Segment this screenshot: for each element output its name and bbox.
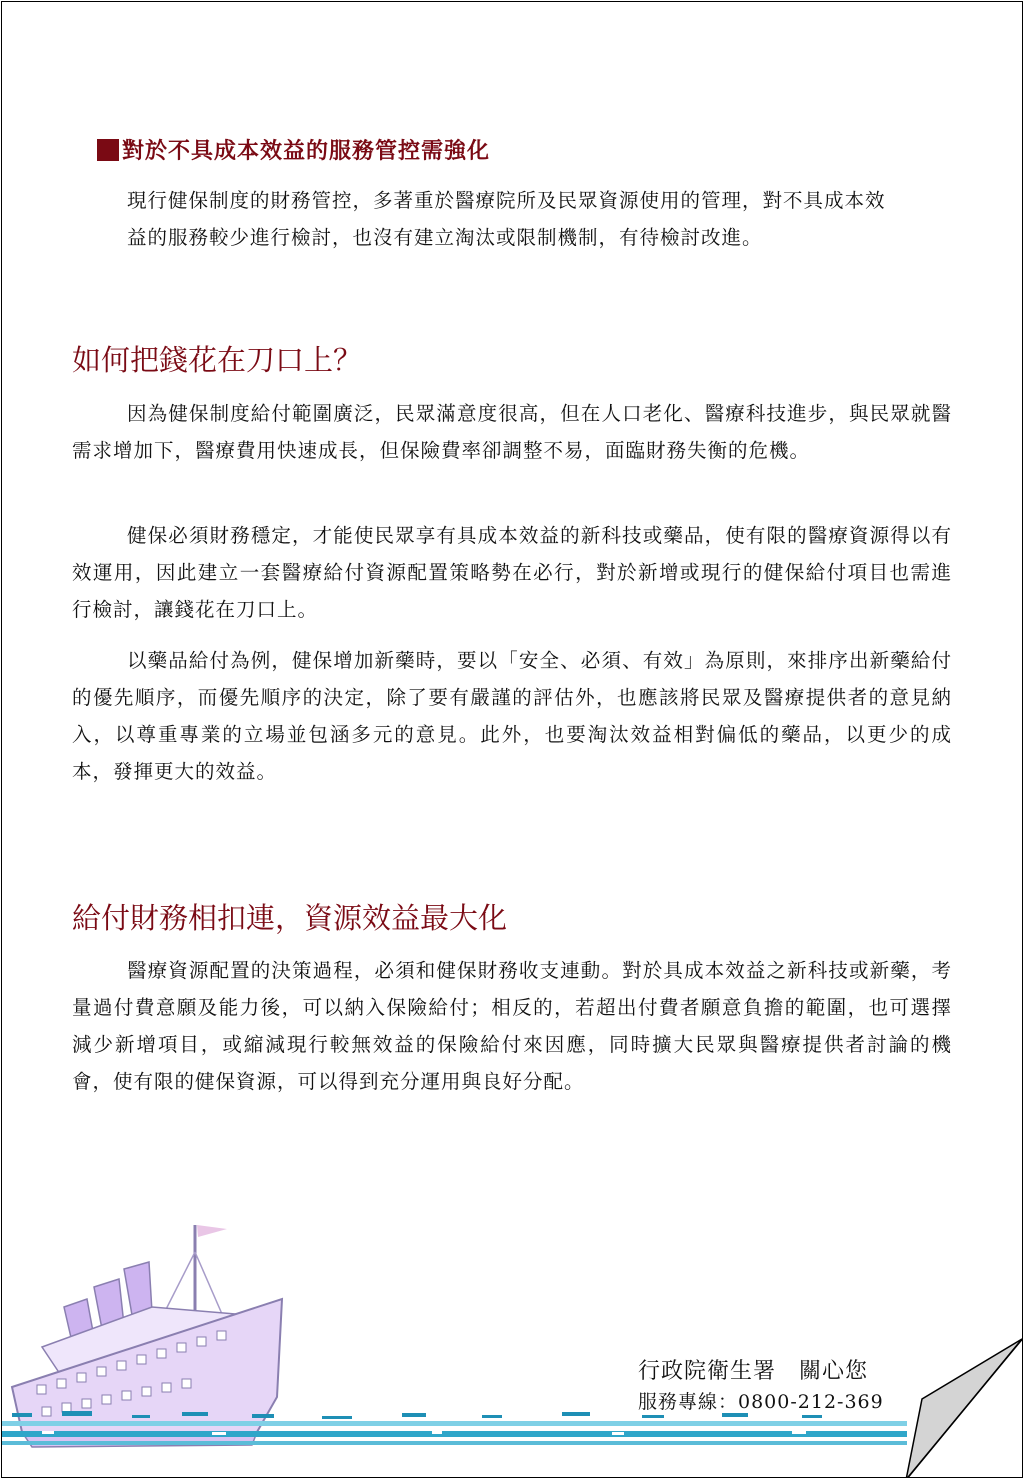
page-curl-icon — [904, 1337, 1023, 1478]
square-bullet-icon — [97, 139, 119, 161]
section2-heading: 如何把錢花在刀口上？ — [72, 343, 363, 377]
section2-paragraph-3: 以藥品給付為例，健保增加新藥時，要以「安全、必須、有效」為原則，來排序出新藥給付的優先順序，而優先順序的決定，除了要有嚴謹的評估外，也應該將民眾及醫療提供者的意見納入，以尊重專業的立場並包涵多元的意見。此外，也要淘汰效益相對偏低的藥品，以更少的成本，發揮更大的效益。 — [72, 649, 952, 783]
section2-paragraph-2: 健保必須財務穩定，才能使民眾享有具成本效益的新科技或藥品，使有限的醫療資源得以有效運用，因此建立一套醫療給付資源配置策略勢在必行，對於新增或現行的健保給付項目也需進行檢討，讓錢花在刀口上。 — [72, 524, 952, 621]
document-page — [1, 1, 1023, 1478]
footer-hotline: 服務專線：0800-212-369 — [638, 1391, 884, 1413]
section1-body: 現行健保制度的財務管控，多著重於醫療院所及民眾資源使用的管理，對不具成本效益的服務較少進行檢討，也沒有建立淘汰或限制機制，有待檢討改進。 — [127, 189, 886, 249]
section3-paragraph-1: 醫療資源配置的決策過程，必須和健保財務收支連動。對於具成本效益之新科技或新藥，考量過付費意願及能力後，可以納入保險給付；相反的，若超出付費者願意負擔的範圍，也可選擇減少新增項目，或縮減現行較無效益的保險給付來因應，同時擴大民眾與醫療提供者討論的機會，使有限的健保資源，可以得到充分運用與良好分配。 — [72, 959, 952, 1093]
section1-title — [97, 134, 490, 165]
wave-decoration-icon — [2, 1407, 907, 1478]
section1-title-text: 對於不具成本效益的服務管控需強化 — [122, 138, 491, 164]
footer-organization: 行政院衛生署 關心您 — [638, 1359, 869, 1384]
section2-paragraph-1: 因為健保制度給付範圍廣泛，民眾滿意度很高，但在人口老化、醫療科技進步，與民眾就醫需求增加下，醫療費用快速成長，但保險費率卻調整不易，面臨財務失衡的危機。 — [72, 402, 952, 462]
footer — [638, 1354, 884, 1414]
section3-heading: 給付財務相扣連，資源效益最大化 — [72, 901, 508, 935]
